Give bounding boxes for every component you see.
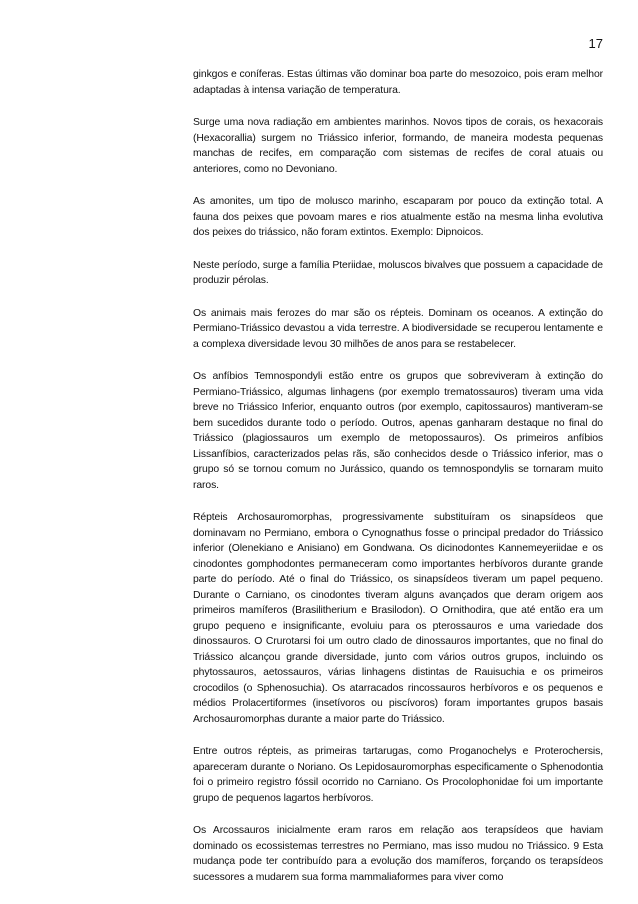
paragraph-turtles: Entre outros répteis, as primeiras tartarugas, como Proganochelys e Proterochersis, apareceram durante o Noriano. Os Lepidosauromorphas especificamente o Sphenodontia foi o primeiro registro fóssil ocorrido no Carniano. Os Procolophonidae foi um importante grupo de pequenos lagartos herbívoros. bbox=[193, 746, 603, 804]
paragraph-corals: Surge uma nova radiação em ambientes marinhos. Novos tipos de corais, os hexacorais (Hexacorallia) surgem no Triássico inferior, formando, de maneira modesta pequenas manchas de recifes, em comparação com sistemas de recifes de coral atuais ou anteriores, como no Devoniano. bbox=[193, 117, 603, 175]
paragraph-plants: ginkgos e coníferas. Estas últimas vão dominar boa parte do mesozoico, pois eram melhor adaptadas à intensa variação de temperatura. bbox=[193, 69, 603, 96]
paragraph-ammonites: As amonites, um tipo de molusco marinho, escaparam por pouco da extinção total. A fauna dos peixes que povoam mares e rios atualmente estão na mesma linha evolutiva dos peixes do triássico, não foram extintos. Exemplo: Dipnoicos. bbox=[193, 196, 603, 238]
paragraph-archosaurs: Os Arcossauros inicialmente eram raros em relação aos terapsídeos que haviam dominado os ecossistemas terrestres no Permiano, mas isso mudou no Triássico. 9 Esta mudança pode ter contribuído para a evolução dos mamíferos, forçando os terapsídeos sucessores a mudarem sua forma mammaliaformes para viver como bbox=[193, 825, 603, 883]
paragraph-amphibians: Os anfíbios Temnospondyli estão entre os grupos que sobreviveram à extinção do Permiano-Triássico, algumas linhagens (por exemplo trematossauros) tiveram uma vida breve no Triássico Inferior, enquanto outros (por exemplo, capitossauros) mantiveram-se bem sucedidos durante todo o período. Outros, apenas ganharam destaque no final do Triássico (plagiossauros um exemplo de metopossauros). Os primeiros anfíbios Lissanfíbios, caracterizados pelas rãs, são conhecidos desde o Triássico inferior, mas o grupo só se tornou comum no Jurássico, quando os temnospondylis se tornaram muito raros. bbox=[193, 371, 603, 491]
paragraph-marine-reptiles: Os animais mais ferozes do mar são os répteis. Dominam os oceanos. A extinção do Permiano-Triássico devastou a vida terrestre. A biodiversidade se recuperou lentamente e a complexa diversidade levou 30 milhões de anos para se restabelecer. bbox=[193, 307, 603, 350]
paragraph-archosauromorphs: Répteis Archosauromorphas, progressivamente substituíram os sinapsídeos que dominavam no Permiano, embora o Cynognathus fosse o principal predador do Triássico inferior (Olenekiano e Anisiano) em Gondwana. Os dicinodontes Kannemeyeriidae e os cinodontes gomphodontes permaneceram como importantes herbívoros durante grande parte do período. Até o final do Triássico, os sinapsídeos tiveram um papel pequeno. Durante o Carniano, os cinodontes tiveram alguns avançados que deram origem aos primeiros mamíferos (Brasilitherium e Brasilodon). O Ornithodira, que até então era um grupo pequeno e insignificante, evoluiu para os pterossauros e uma variedade dos dinossauros. O Crurotarsi foi um outro clado de dinossauros importantes, que no final do Triássico alcançou grande diversidade, junto com vários outros grupos, incluindo os phytossauros, aetossauros, várias linhagens distintas de Rauisuchia e os primeiros crocodilos (o Sphenosuchia). Os atarracados rincossauros herbívoros e os pequenos e médios Prolacertiformes (insetívoros ou piscívoros) foram importantes grupos basais Archosauromorphas durante a maior parte do Triássico. bbox=[193, 512, 603, 725]
paragraph-pteriidae: Neste período, surge a família Pteriidae, moluscos bivalves que possuem a capacidade de produzir pérolas. bbox=[193, 259, 603, 286]
document-body bbox=[193, 67, 603, 902]
page-number: 17 bbox=[588, 36, 603, 51]
